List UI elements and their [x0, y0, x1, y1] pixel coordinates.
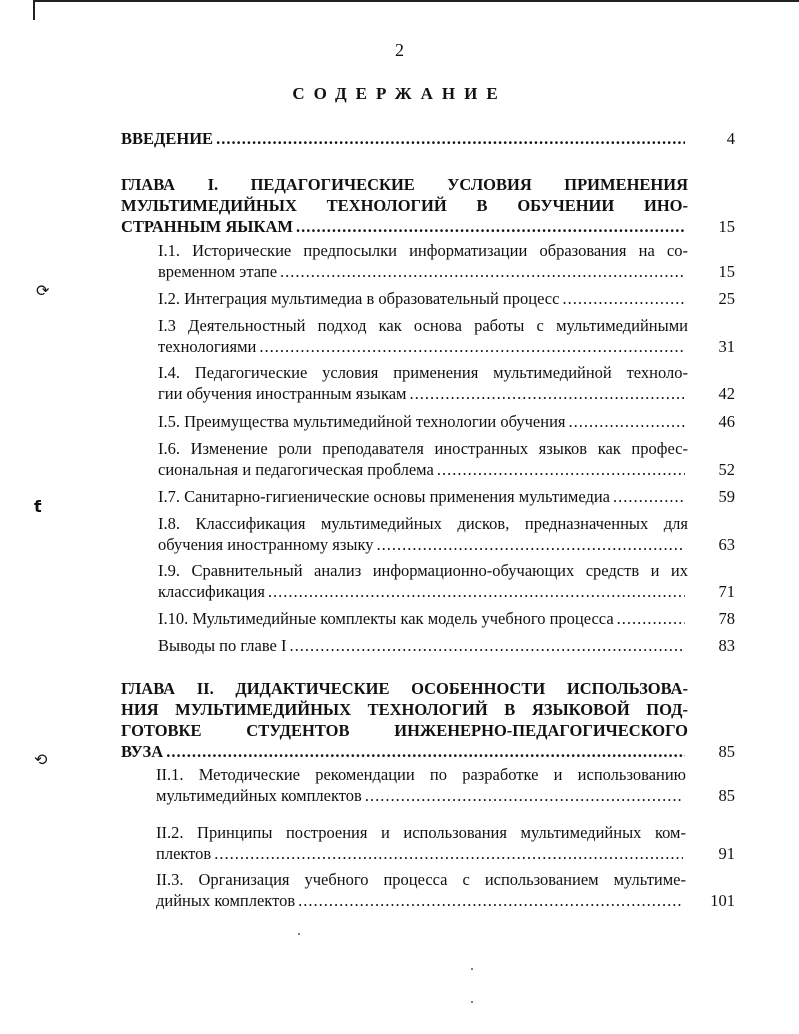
- entry-text-line: гии обучения иностранным языкам: [158, 384, 407, 403]
- entry-text: I.5. Преимущества мультимедийной технологии обучения: [158, 412, 566, 431]
- entry-page: 4: [726, 129, 735, 148]
- entry-page: 63: [718, 535, 735, 554]
- toc-entry-introduction: [121, 128, 735, 149]
- entry-text-line: I.9. Сравнительный анализ информационно-обучающих средств и их: [158, 561, 688, 580]
- entry-text-line: плектов: [156, 844, 212, 863]
- toc-entry-1-2: [158, 288, 735, 309]
- page-title: СОДЕРЖАНИЕ: [292, 84, 507, 103]
- scan-mark-icon: ⟲: [34, 750, 48, 769]
- entry-text-line: НИЯ МУЛЬТИМЕДИЙНЫХ ТЕХНОЛОГИЙ В ЯЗЫКОВОЙ ПОД-: [121, 700, 688, 719]
- toc-entry-1-7: [158, 486, 735, 507]
- entry-text: Выводы по главе I: [158, 636, 287, 655]
- scan-speck: [471, 1001, 473, 1003]
- toc-entry-chapter-1-conclusions: [158, 635, 735, 656]
- entry-text-line: I.3 Деятельностный подход как основа работы с мультимедийными: [158, 316, 688, 335]
- entry-page: 52: [718, 460, 735, 479]
- page-number: 2: [395, 40, 404, 60]
- entry-page: 25: [718, 289, 735, 308]
- entry-text-line: ГОТОВКЕ СТУДЕНТОВ ИНЖЕНЕРНО-ПЕДАГОГИЧЕСКОГО: [121, 721, 688, 740]
- toc-entry-2-2: [156, 822, 735, 864]
- entry-text: I.7. Санитарно-гигиенические основы применения мультимедиа: [158, 487, 611, 506]
- entry-text: I.10. Мультимедийные комплекты как модель учебного процесса: [158, 609, 614, 628]
- entry-text-line: ВУЗА: [121, 742, 164, 761]
- toc-entry-1-8: [158, 513, 735, 555]
- scan-mark-icon: ƭ: [34, 497, 42, 516]
- entry-text-line: I.4. Педагогические условия применения мультимедийной техноло-: [158, 363, 688, 382]
- entry-text-line: ГЛАВА II. ДИДАКТИЧЕСКИЕ ОСОБЕННОСТИ ИСПОЛЬЗОВА-: [121, 679, 688, 698]
- entry-text-line: МУЛЬТИМЕДИЙНЫХ ТЕХНОЛОГИЙ В ОБУЧЕНИИ ИНО-: [121, 196, 688, 215]
- entry-page: 46: [718, 412, 735, 431]
- toc-entry-chapter-2: [121, 678, 735, 762]
- entry-page: 42: [718, 384, 735, 403]
- toc-entry-chapter-1: [121, 174, 735, 237]
- entry-page: 31: [718, 337, 735, 356]
- scan-speck: [471, 968, 473, 970]
- toc-entry-2-3: [156, 869, 735, 911]
- entry-page: 15: [718, 217, 735, 236]
- entry-text-line: I.6. Изменение роли преподавателя иностранных языков как профес-: [158, 439, 688, 458]
- entry-text: ВВЕДЕНИЕ: [121, 129, 214, 148]
- toc-entry-1-3: [158, 315, 735, 357]
- entry-text-line: I.1. Исторические предпосылки информатизации образования на со-: [158, 241, 688, 260]
- entry-text-line: СТРАННЫМ ЯЫКАМ: [121, 217, 293, 236]
- toc-entry-1-4: [158, 362, 735, 404]
- entry-text-line: классификация: [158, 582, 265, 601]
- entry-text-line: I.8. Классификация мультимедийных дисков, предназначенных для: [158, 514, 688, 533]
- entry-text-line: II.1. Методические рекомендации по разработке и использованию: [156, 765, 686, 784]
- toc-entry-1-1: [158, 240, 735, 282]
- entry-text-line: II.3. Организация учебного процесса с использованием мультиме-: [156, 870, 686, 889]
- entry-text-line: обучения иностранному языку: [158, 535, 374, 554]
- entry-page: 85: [718, 786, 735, 805]
- entry-text-line: дийных комплектов: [156, 891, 296, 910]
- entry-page: 83: [718, 636, 735, 655]
- entry-page: 59: [718, 487, 735, 506]
- entry-text-line: мультимедийных комплектов: [156, 786, 362, 805]
- toc-entry-1-10: [158, 608, 735, 629]
- toc-entry-1-5: [158, 411, 735, 432]
- entry-text-line: технологиями: [158, 337, 257, 356]
- entry-text: I.2. Интеграция мультимедиа в образовательный процесс: [158, 289, 560, 308]
- entry-text-line: ГЛАВА I. ПЕДАГОГИЧЕСКИЕ УСЛОВИЯ ПРИМЕНЕНИЯ: [121, 175, 688, 194]
- entry-text-line: временном этапе: [158, 262, 278, 281]
- top-border-line: [35, 0, 799, 2]
- left-border-tick: [33, 0, 35, 20]
- toc-entry-1-6: [158, 438, 735, 480]
- toc-entry-2-1: [156, 764, 735, 806]
- entry-page: 78: [718, 609, 735, 628]
- entry-page: 71: [718, 582, 735, 601]
- scan-mark-icon: ⟳: [36, 281, 50, 300]
- scan-speck: [298, 933, 300, 935]
- entry-text-line: сиональная и педагогическая проблема: [158, 460, 434, 479]
- entry-page: 15: [718, 262, 735, 281]
- toc-entry-1-9: [158, 560, 735, 602]
- entry-page: 91: [718, 844, 735, 863]
- entry-text-line: II.2. Принципы построения и использования мультимедийных ком-: [156, 823, 686, 842]
- entry-page: 85: [718, 742, 735, 761]
- entry-page: 101: [710, 891, 735, 910]
